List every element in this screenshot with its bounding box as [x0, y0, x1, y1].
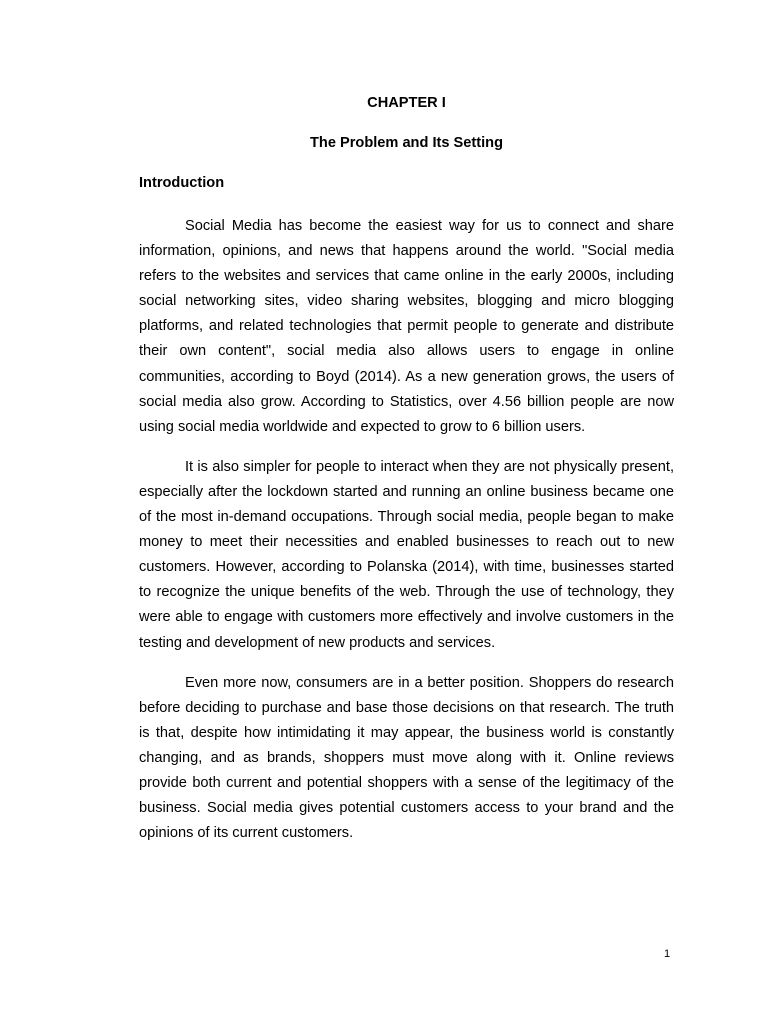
body-paragraph: Social Media has become the easiest way for us to connect and share information, opinions, and news that happens around the world. "Social media refers to the websites and services that came online in the early 2000s, including social networking sites, video sharing websites, blogging and micro blogging platforms, and related technologies that permit people to generate and distribute their own content", social media also allows users to engage in online communities, according to Boyd (2014). As a new generation grows, the users of social media also grow. According to Statistics, over 4.56 billion people are now using social media worldwide and expected to grow to 6 billion users. [139, 218, 674, 435]
section-heading: Introduction [139, 175, 225, 191]
chapter-heading: CHAPTER I [367, 95, 446, 111]
body-paragraph: Even more now, consumers are in a better position. Shoppers do research before deciding to purchase and base those decisions on that research. The truth is that, despite how intimidating it may appear, the business world is constantly changing, and as brands, shoppers must move along with it. Online reviews provide both current and potential shoppers with a sense of the legitimacy of the business. Social media gives potential customers access to your brand and the opinions of its current customers. [139, 674, 674, 842]
chapter-title: The Problem and Its Setting [310, 135, 503, 151]
page-content [139, 94, 674, 861]
page-number: 1 [664, 948, 671, 960]
body-paragraph: It is also simpler for people to interact when they are not physically present, especially after the lockdown started and running an online business became one of the most in-demand occupations. Through social media, people began to make money to meet their necessities and enabled businesses to reach out to new customers. However, according to Polanska (2014), with time, businesses started to recognize the unique benefits of the web. Through the use of technology, they were able to engage with customers more effectively and involve customers in the testing and development of new products and services. [139, 458, 674, 651]
